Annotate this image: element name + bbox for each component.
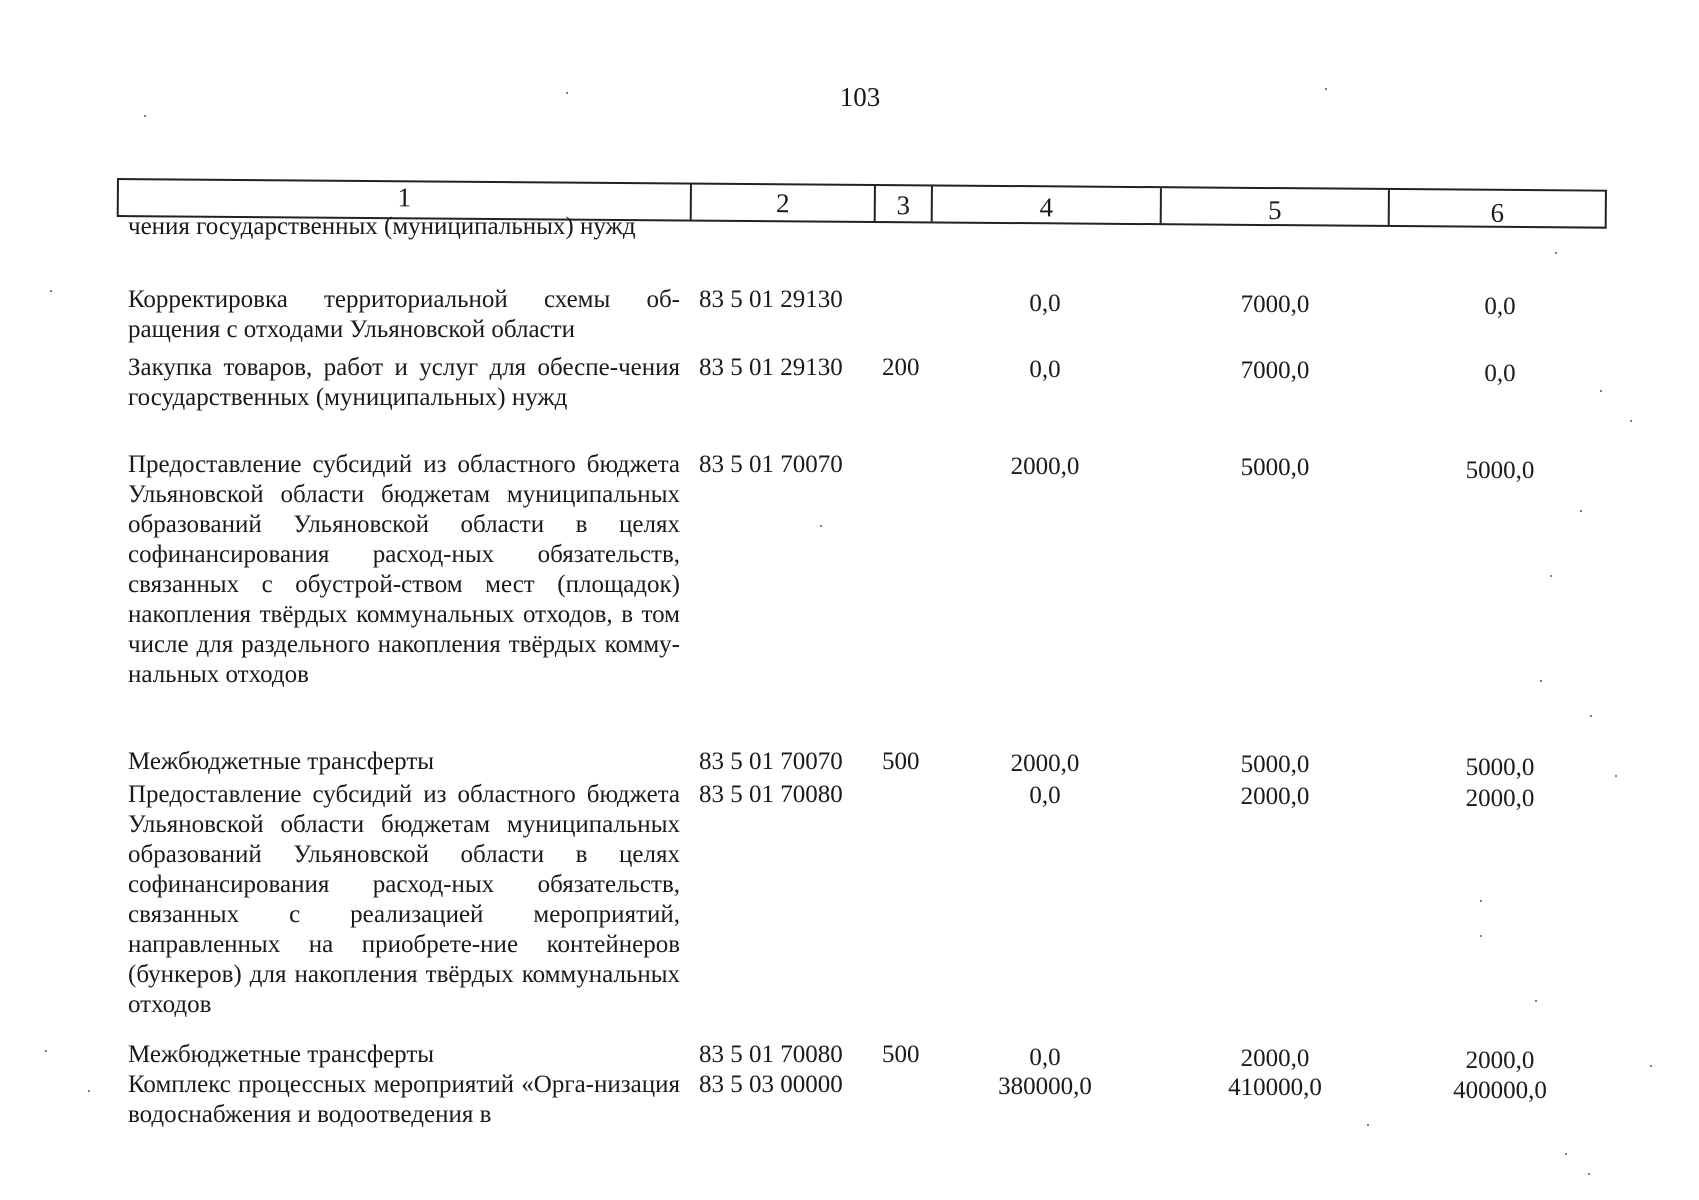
row-value-6: 400000,0 (1453, 1077, 1547, 1104)
row-value-6: 0,0 (1484, 293, 1516, 320)
row-value-4: 2000,0 (1010, 453, 1080, 480)
row-value-4: 0,0 (1029, 782, 1061, 809)
scan-speck (1630, 420, 1632, 422)
scan-speck (88, 1090, 90, 1092)
row-description: Предоставление субсидий из областного бюджета Ульяновской области бюджетам муниципальных образований Ульяновской области в целях софинансирования расход-ных обязательств, связанных с реализацией мероприятий, направленных на приобрете-ние контейнеров (бункеров) для накопления твёрдых коммунальных отходов (128, 781, 680, 1018)
row-value-5: 410000,0 (1228, 1074, 1322, 1101)
scan-speck (1590, 715, 1592, 717)
row-value-5: 5000,0 (1240, 454, 1310, 481)
scan-speck (1555, 252, 1557, 254)
scan-speck (1325, 88, 1327, 90)
row-value-6: 2000,0 (1465, 785, 1535, 812)
row-expense-type: 200 (882, 354, 920, 381)
header-cell-3: 3 (876, 186, 933, 221)
header-cell-1: 1 (119, 180, 692, 219)
row-value-6: 0,0 (1484, 360, 1516, 387)
row-description: Комплекс процессных мероприятий «Орга-низация водоснабжения и водоотведения в (128, 1071, 680, 1128)
row-value-5: 7000,0 (1240, 357, 1310, 384)
scan-speck (45, 1050, 47, 1052)
row-value-4: 0,0 (1029, 1044, 1061, 1071)
row-code: 83 5 03 00000 (699, 1071, 843, 1098)
scan-speck (1540, 680, 1542, 682)
row-code: 83 5 01 29130 (699, 286, 843, 313)
row-description: Межбюджетные трансферты (128, 748, 435, 775)
row-value-4: 0,0 (1029, 290, 1061, 317)
scan-speck (144, 115, 146, 117)
row-value-6: 2000,0 (1465, 1047, 1535, 1074)
scan-speck (1535, 1000, 1537, 1002)
scan-speck (1600, 390, 1602, 392)
scan-speck (1615, 775, 1617, 777)
row-value-5: 2000,0 (1240, 783, 1310, 810)
row-description: Корректировка территориальной схемы об-ращения с отходами Ульяновской области (128, 286, 680, 343)
row-description: Закупка товаров, работ и услуг для обеспе-чения государственных (муниципальных) нужд (128, 354, 680, 411)
row-description: чения государственных (муниципальных) нужд (128, 213, 636, 240)
row-value-5: 7000,0 (1240, 291, 1310, 318)
row-value-5: 2000,0 (1240, 1045, 1310, 1072)
row-code: 83 5 01 70070 (699, 451, 843, 478)
scan-speck (1480, 900, 1482, 902)
scan-speck (566, 92, 568, 94)
header-cell-6: 6 (1490, 197, 1505, 228)
scan-speck (50, 290, 52, 292)
scan-speck (1367, 1124, 1369, 1126)
header-cell-2: 2 (692, 185, 876, 221)
row-value-4: 380000,0 (998, 1073, 1092, 1100)
row-code: 83 5 01 29130 (699, 354, 843, 381)
row-value-4: 2000,0 (1010, 750, 1080, 777)
scan-speck (1565, 1153, 1567, 1155)
scan-speck (820, 525, 822, 527)
scan-speck (1580, 510, 1582, 512)
scan-speck (1650, 1065, 1652, 1067)
row-value-5: 5000,0 (1240, 751, 1310, 778)
row-description: Предоставление субсидий из областного бюджета Ульяновской области бюджетам муниципальных образований Ульяновской области в целях софинансирования расход-ных обязательств, связанных с обустрой-ством мест (площадок) накопления твёрдых коммунальных отходов, в том числе для раздельного накопления твёрдых комму-нальных отходов (128, 451, 680, 688)
scan-speck (1588, 1173, 1590, 1175)
scan-speck (1550, 575, 1552, 577)
row-expense-type: 500 (882, 748, 920, 775)
page-number: 103 (839, 82, 881, 112)
row-description: Межбюджетные трансферты (128, 1041, 435, 1068)
row-code: 83 5 01 70080 (699, 1041, 843, 1068)
scan-speck (1480, 935, 1482, 937)
row-value-6: 5000,0 (1465, 754, 1535, 781)
row-expense-type: 500 (882, 1041, 920, 1068)
header-cell-4: 4 (933, 186, 1162, 223)
row-value-6: 5000,0 (1465, 457, 1535, 484)
header-cell-5: 5 (1162, 188, 1390, 225)
row-code: 83 5 01 70070 (699, 748, 843, 775)
row-value-4: 0,0 (1029, 356, 1061, 383)
row-code: 83 5 01 70080 (699, 781, 843, 808)
